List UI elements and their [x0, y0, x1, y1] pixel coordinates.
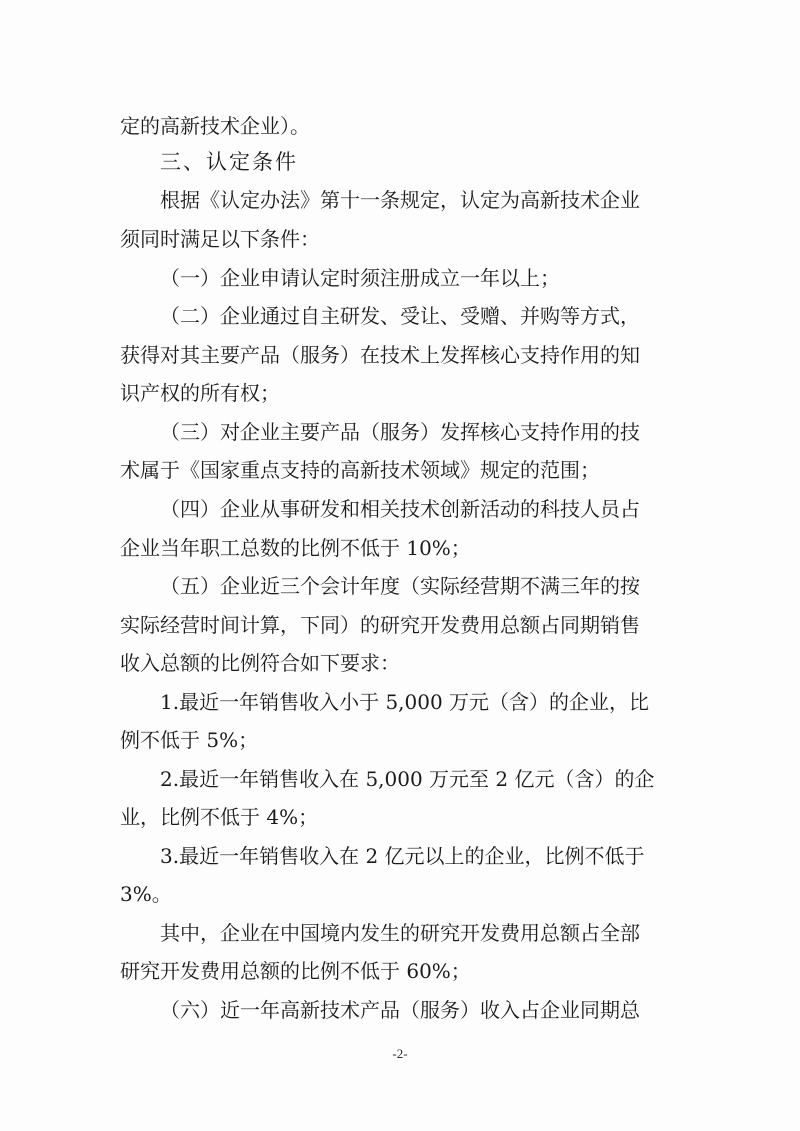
text-line: 识产权的所有权； — [120, 381, 280, 405]
text-line: （六）近一年高新技术产品（服务）收入占企业同期总 — [160, 998, 640, 1022]
text-line: 术属于《国家重点支持的高新技术领域》规定的范围； — [120, 458, 600, 482]
text-line: 根据《认定办法》第十一条规定，认定为高新技术企业 — [160, 188, 640, 212]
text-line: 研究开发费用总额的比例不低于 60%； — [120, 959, 471, 983]
page-number: -2- — [392, 1046, 408, 1061]
text-line: 企业当年职工总数的比例不低于 10%； — [120, 536, 471, 560]
text-line: 定的高新技术企业）。 — [120, 114, 310, 138]
text-line: 3.最近一年销售收入在 2 亿元以上的企业，比例不低于 — [160, 844, 645, 868]
text-line: 获得对其主要产品（服务）在技术上发挥核心支持作用的知 — [120, 343, 640, 367]
text-line: 业，比例不低于 4%； — [120, 805, 319, 829]
text-line: （一）企业申请认定时须注册成立一年以上； — [160, 266, 560, 290]
text-line: （五）企业近三个会计年度（实际经营期不满三年的按 — [160, 574, 640, 598]
text-line: （四）企业从事研发和相关技术创新活动的科技人员占 — [160, 497, 640, 521]
text-line: 须同时满足以下条件： — [120, 227, 320, 251]
section-heading: 三、认定条件 — [160, 150, 298, 174]
text-line: 其中，企业在中国境内发生的研究开发费用总额占全部 — [160, 921, 640, 945]
text-line: 例不低于 5%； — [120, 728, 259, 752]
text-line: 3%。 — [120, 882, 172, 906]
text-line: （二）企业通过自主研发、受让、受赠、并购等方式， — [160, 304, 640, 328]
text-line: 2.最近一年销售收入在 5,000 万元至 2 亿元（含）的企 — [160, 767, 655, 791]
text-line: （三）对企业主要产品（服务）发挥核心支持作用的技 — [160, 420, 640, 444]
text-line: 实际经营时间计算，下同）的研究开发费用总额占同期销售 — [120, 613, 640, 637]
text-line: 1.最近一年销售收入小于 5,000 万元（含）的企业，比 — [160, 690, 650, 714]
text-line: 收入总额的比例符合如下要求： — [120, 651, 400, 675]
